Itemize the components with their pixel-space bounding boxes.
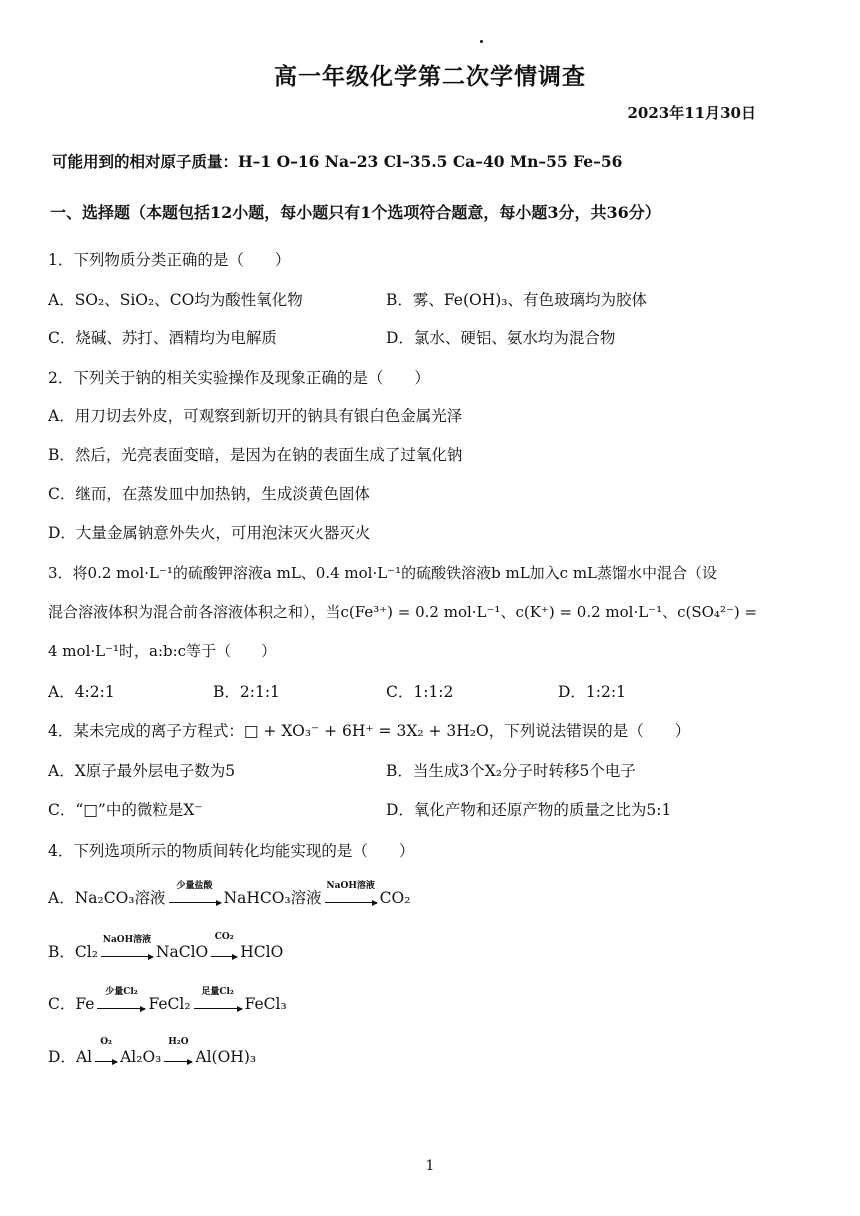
option-label: B． — [48, 943, 75, 961]
question-5-option-a — [48, 881, 411, 908]
question-4-option-b: B．当生成3个X₂分子时转移5个电子 — [386, 762, 636, 780]
question-1-option-a: A．SO₂、SiO₂、CO均为酸性氧化物 — [48, 291, 303, 309]
question-4-option-c: C．“□”中的微粒是X⁻ — [48, 801, 203, 819]
substance: Al₂O₃ — [120, 1048, 162, 1066]
substance: NaHCO₃溶液 — [223, 889, 322, 907]
page-title: 高一年级化学第二次学情调查 — [274, 63, 586, 90]
reaction-condition: H₂O — [168, 1037, 189, 1047]
reaction-condition: 少量Cl₂ — [105, 987, 138, 997]
question-3-line-2: 混合溶液体积为混合前各溶液体积之和），当c(Fe³⁺) = 0.2 mol·L⁻¹、c(K⁺) = 0.2 mol·L⁻¹、c(SO₄²⁻) = — [48, 603, 758, 621]
substance: NaClO — [155, 943, 209, 961]
question-3-option-a: A．4:2:1 — [48, 683, 115, 701]
question-2-stem: 2．下列关于钠的相关实验操作及现象正确的是（ ） — [48, 369, 430, 387]
question-2-option-d: D．大量金属钠意外失火，可用泡沫灭火器灭火 — [48, 524, 371, 542]
substance: HClO — [240, 943, 284, 961]
question-5-stem: 4．下列选项所示的物质间转化均能实现的是（ ） — [48, 842, 415, 860]
question-2-option-c: C．继而，在蒸发皿中加热钠，生成淡黄色固体 — [48, 485, 370, 503]
question-2-option-a: A．用刀切去外皮，可观察到新切开的钠具有银白色金属光泽 — [48, 407, 463, 425]
substance: Al — [75, 1048, 93, 1066]
reaction-arrow — [325, 881, 377, 907]
page-number: 1 — [425, 1158, 435, 1174]
question-1-option-b: B．雾、Fe(OH)₃、有色玻璃均为胶体 — [386, 291, 648, 309]
reaction-arrow — [169, 881, 221, 907]
reaction-condition: CO₂ — [214, 932, 234, 942]
reaction-arrow — [97, 987, 145, 1013]
question-5-option-b — [48, 932, 284, 962]
section-heading: 一、选择题（本题包括12小题，每小题只有1个选项符合题意，每小题3分，共36分） — [50, 203, 661, 222]
decorative-dot — [480, 40, 483, 43]
reaction-arrow — [101, 935, 153, 961]
question-4-option-a: A．X原子最外层电子数为5 — [48, 762, 236, 780]
question-3-option-b: B．2:1:1 — [213, 683, 280, 701]
question-3-option-d: D．1:2:1 — [558, 683, 626, 701]
reaction-arrow — [95, 1037, 117, 1066]
question-2-option-b: B．然后，光亮表面变暗，是因为在钠的表面生成了过氧化钠 — [48, 446, 463, 464]
question-4-stem: 4．某未完成的离子方程式：□ + XO₃⁻ + 6H⁺ = 3X₂ + 3H₂O，下列说法错误的是（ ） — [48, 722, 691, 740]
reaction-condition: O₂ — [100, 1037, 112, 1047]
question-5-option-c — [48, 987, 287, 1014]
reaction-condition: NaOH溶液 — [326, 881, 375, 891]
question-1-stem: 1．下列物质分类正确的是（ ） — [48, 251, 291, 269]
exam-date: 2023年11月30日 — [627, 104, 756, 122]
question-1-option-d: D．氯水、硬铝、氨水均为混合物 — [386, 329, 616, 347]
option-label: D． — [48, 1048, 76, 1066]
substance: CO₂ — [379, 889, 411, 907]
substance: Na₂CO₃溶液 — [74, 889, 166, 907]
atomic-masses: 可能用到的相对原子质量：H–1 O–16 Na–23 Cl–35.5 Ca–40 Mn–55 Fe–56 — [52, 152, 623, 171]
substance: Cl₂ — [74, 943, 98, 961]
question-5-option-d — [48, 1037, 257, 1067]
reaction-condition: 足量Cl₂ — [201, 987, 234, 997]
reaction-condition: NaOH溶液 — [102, 935, 152, 945]
reaction-arrow — [164, 1037, 192, 1066]
question-1-option-c: C．烧碱、苏打、酒精均为电解质 — [48, 329, 277, 347]
question-3-line-3: 4 mol·L⁻¹时，a:b:c等于（ ） — [48, 642, 277, 660]
substance: FeCl₂ — [148, 995, 191, 1013]
reaction-arrow — [211, 932, 237, 961]
substance: Al(OH)₃ — [195, 1048, 257, 1066]
option-label: C． — [48, 995, 76, 1013]
reaction-condition: 少量盐酸 — [176, 881, 213, 891]
substance: FeCl₃ — [244, 995, 287, 1013]
substance: Fe — [75, 995, 95, 1013]
reaction-arrow — [194, 987, 242, 1013]
question-3-line-1: 3．将0.2 mol·L⁻¹的硫酸钾溶液a mL、0.4 mol·L⁻¹的硫酸铁溶液b mL加入c mL蒸馏水中混合（设 — [48, 564, 718, 582]
question-3-option-c: C．1:1:2 — [386, 683, 454, 701]
question-4-option-d: D．氧化产物和还原产物的质量之比为5:1 — [386, 801, 672, 819]
option-label: A． — [48, 889, 75, 907]
